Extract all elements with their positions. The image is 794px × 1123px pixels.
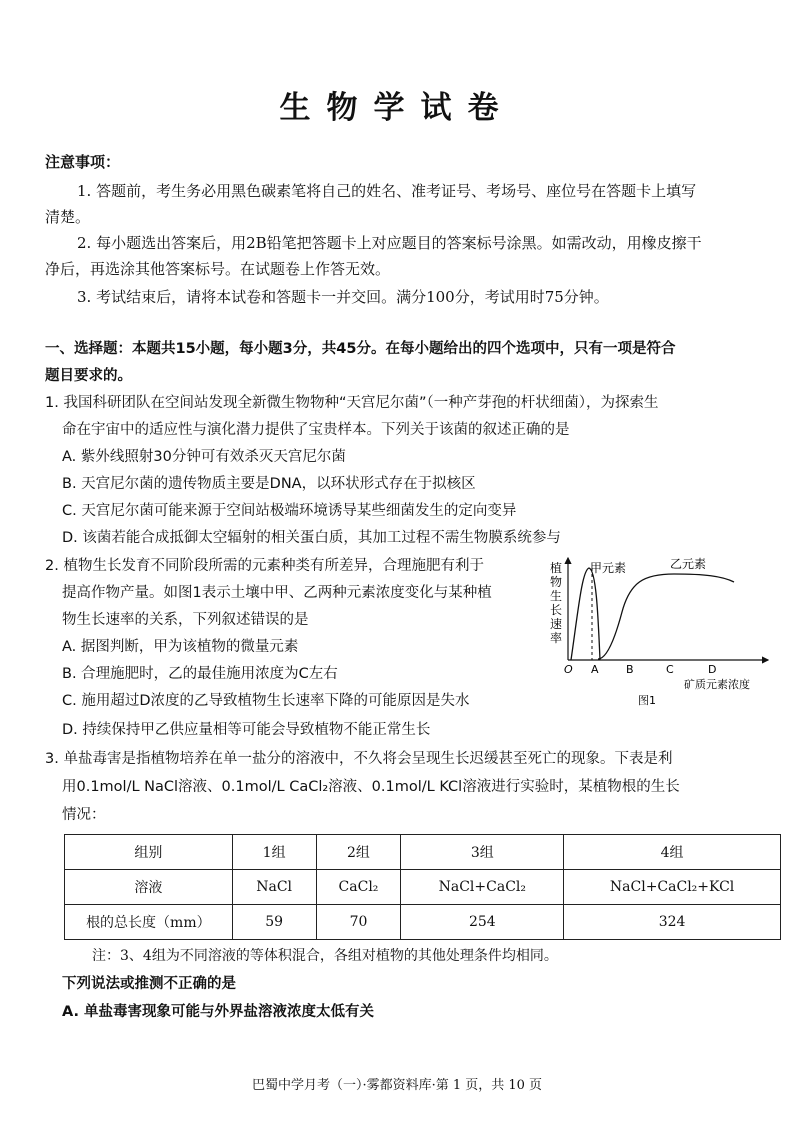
q3-option-a: A. 单盐毒害现象可能与外界盐溶液浓度太低有关 [62, 1004, 375, 1020]
tick-label: C [666, 663, 674, 676]
q3-stem: 3. 单盐毒害是指植物培养在单一盐分的溶液中，不久将会呈现生长迟缓甚至死亡的现象。下表是利 [45, 751, 673, 767]
table-cell: 1组 [232, 835, 316, 870]
x-axis-label: 矿质元素浓度 [684, 678, 750, 691]
table-cell: 组别 [65, 835, 233, 870]
notice-item: 2. 每小题选出答案后，用2B铅笔把答题卡上对应题目的答案标号涂黑。如需改动，用橡皮擦干 [77, 234, 702, 252]
section-heading: 一、选择题：本题共15小题，每小题3分，共45分。在每小题给出的四个选项中，只有一项是符合 [45, 341, 676, 357]
series-jia-curve [571, 568, 600, 660]
notice-heading: 注意事项： [45, 153, 121, 171]
table-cell: 2组 [316, 835, 401, 870]
table-cell: 59 [232, 905, 316, 940]
q2-option-b: B. 合理施肥时，乙的最佳施用浓度为C左右 [62, 666, 338, 682]
series-label-jia: 甲元素 [590, 561, 627, 575]
notice-item: 1. 答题前，考生务必用黑色碳素笔将自己的姓名、准考证号、考场号、座位号在答题卡上填写 [77, 182, 697, 200]
table-cell: 4组 [564, 835, 781, 870]
notice-item: 3. 考试结束后，请将本试卷和答题卡一并交回。满分100分，考试用时75分钟。 [77, 288, 609, 306]
tick-label: D [708, 663, 717, 676]
q2-stem: 物生长速率的关系，下列叙述错误的是 [62, 612, 309, 628]
series-yi-curve [598, 574, 734, 659]
y-axis-label: 植物生长速率 [550, 561, 563, 645]
figure-caption: 图1 [638, 694, 656, 707]
q1-option-a: A. 紫外线照射30分钟可有效杀灭天宫尼尔菌 [62, 449, 346, 465]
q2-option-d: D. 持续保持甲乙供应量相等可能会导致植物不能正常生长 [62, 722, 431, 738]
table-cell: 溶液 [65, 870, 233, 905]
q3-stem: 情况： [62, 807, 106, 823]
tick-label: O [564, 663, 573, 676]
page-title: 生物学试卷 [279, 90, 515, 126]
section-heading: 题目要求的。 [45, 368, 132, 384]
series-label-yi: 乙元素 [670, 557, 707, 571]
q1-option-b: B. 天宫尼尔菌的遗传物质主要是DNA，以环状形式存在于拟核区 [62, 476, 476, 492]
table-note: 注：3、4组为不同溶液的等体积混合，各组对植物的其他处理条件均相同。 [92, 948, 558, 964]
q1-stem: 命在宇宙中的适应性与演化潜力提供了宝贵样本。下列关于该菌的叙述正确的是 [62, 422, 570, 438]
q2-stem: 2. 植物生长发育不同阶段所需的元素种类有所差异，合理施肥有利于 [45, 558, 484, 574]
page-footer: 巴蜀中学月考（一）·雾都资料库·第 1 页，共 10 页 [251, 1078, 543, 1093]
table-cell: 70 [316, 905, 401, 940]
q1-stem: 1. 我国科研团队在空间站发现全新微生物物种“天宫尼尔菌”（一种产芽孢的杆状细菌），为探索生 [45, 395, 659, 411]
q2-option-a: A. 据图判断，甲为该植物的微量元素 [62, 639, 299, 655]
tick-label: A [591, 663, 599, 676]
table-row [65, 835, 781, 870]
table-cell: CaCl₂ [316, 870, 401, 905]
tick-label: B [626, 663, 634, 676]
table-row [65, 905, 781, 940]
table-cell: 3组 [401, 835, 564, 870]
results-table [64, 834, 781, 940]
q2-option-c: C. 施用超过D浓度的乙导致植物生长速率下降的可能原因是失水 [62, 693, 470, 709]
q3-question: 下列说法或推测不正确的是 [62, 976, 236, 992]
table-cell: NaCl+CaCl₂+KCl [564, 870, 781, 905]
notice-item: 净后，再选涂其他答案标号。在试题卷上作答无效。 [45, 260, 391, 278]
q1-option-c: C. 天宫尼尔菌可能来源于空间站极端环境诱导某些细菌发生的定向变异 [62, 503, 517, 519]
q1-option-d: D. 该菌若能合成抵御太空辐射的相关蛋白质，其加工过程不需生物膜系统参与 [62, 530, 561, 546]
table-cell: 324 [564, 905, 781, 940]
q2-stem: 提高作物产量。如图1表示土壤中甲、乙两种元素浓度变化与某种植 [62, 585, 492, 601]
table-cell: NaCl [232, 870, 316, 905]
figure-1 [544, 552, 780, 710]
table-row [65, 870, 781, 905]
q3-stem: 用0.1mol/L NaCl溶液、0.1mol/L CaCl₂溶液、0.1mol/L KCl溶液进行实验时，某植物根的生长 [62, 779, 680, 795]
table-cell: 254 [401, 905, 564, 940]
table-cell: 根的总长度（mm） [65, 905, 233, 940]
notice-item: 清楚。 [45, 208, 91, 226]
table-cell: NaCl+CaCl₂ [401, 870, 564, 905]
